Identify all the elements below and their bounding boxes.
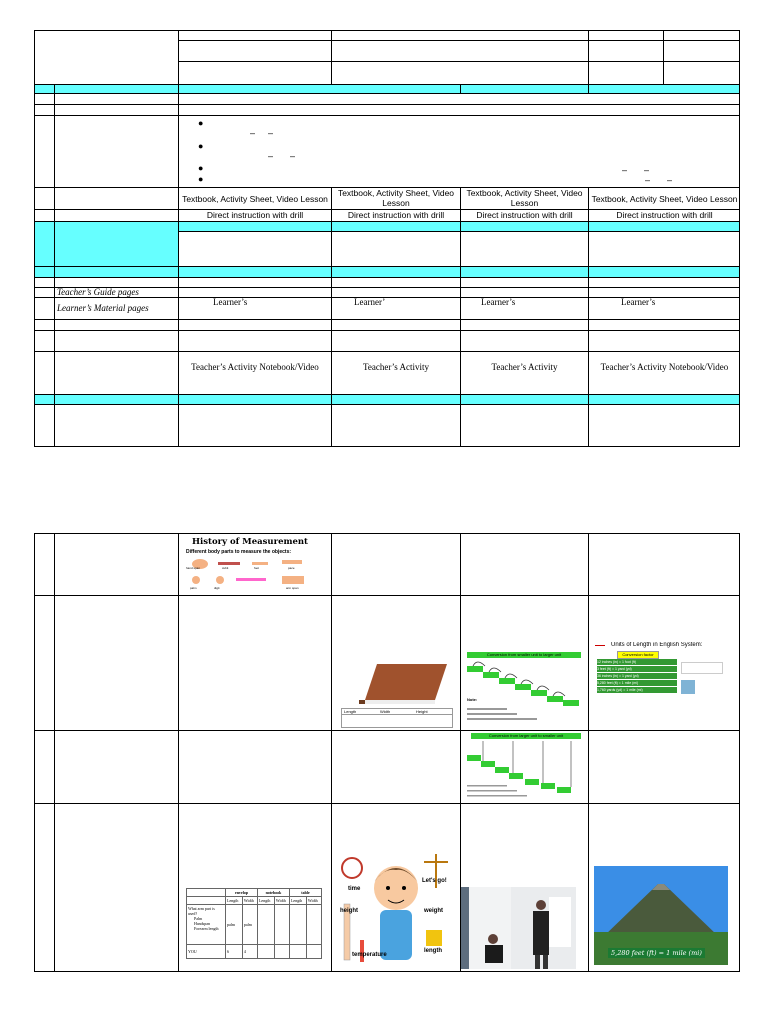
survey-subheader: Length bbox=[226, 897, 243, 905]
bullet-icon: ● bbox=[198, 163, 204, 173]
learners-cell: Learner’s bbox=[621, 297, 656, 307]
units-row: 3 feet (ft) = 1 yard (yd) bbox=[597, 666, 677, 672]
history-part-label: arm span bbox=[286, 586, 299, 590]
cartoon-word: time bbox=[348, 886, 361, 892]
units-row: 36 inches (in) = 1 yard (yd) bbox=[597, 673, 677, 679]
units-row: 5,280 feet (ft) = 1 mile (mi) bbox=[597, 680, 677, 686]
method-cell: Direct instruction with drill bbox=[476, 210, 573, 220]
survey-you-value: 6 bbox=[226, 945, 243, 959]
book-image bbox=[339, 660, 455, 728]
learners-cell: Learner’s bbox=[213, 297, 248, 307]
cartoon-word: weight bbox=[424, 908, 443, 914]
conversion-factor-button: Conversion factor bbox=[617, 651, 659, 659]
photo-illustration bbox=[461, 887, 576, 969]
activity-cell: Teacher’s Activity bbox=[363, 362, 429, 372]
method-cell: Direct instruction with drill bbox=[347, 210, 445, 220]
learners-material-label: Learner’s Material pages bbox=[57, 303, 149, 313]
book-table-header: Height bbox=[416, 709, 428, 714]
survey-question: What arm part is used? bbox=[188, 906, 215, 916]
survey-grid bbox=[186, 888, 322, 959]
book-icon bbox=[339, 660, 455, 706]
dash-icon: – bbox=[622, 165, 628, 175]
book-table-header: Width bbox=[380, 709, 391, 714]
survey-header: table bbox=[289, 889, 321, 897]
history-of-measurement-image bbox=[182, 536, 328, 592]
activity-cell: Teacher’s Activity Notebook/Video bbox=[191, 362, 319, 372]
survey-header: envelop bbox=[226, 889, 258, 897]
materials-cell: Textbook, Activity Sheet, Video Lesson bbox=[466, 188, 583, 208]
dash-icon: – bbox=[250, 128, 256, 138]
measurement-cartoon-image bbox=[336, 848, 456, 966]
conversion-note: Note: bbox=[467, 697, 478, 702]
survey-you: YOU bbox=[187, 945, 226, 959]
dash-icon: – bbox=[268, 128, 274, 138]
bullet-icon: ● bbox=[198, 118, 204, 128]
activity-cell: Teacher’s Activity bbox=[491, 362, 558, 372]
history-part-label: foot bbox=[254, 566, 260, 570]
cartoon-word: length bbox=[424, 948, 442, 954]
history-part-label: digit bbox=[214, 586, 220, 590]
mountain-caption: 5,280 feet (ft) = 1 mile (mi) bbox=[608, 948, 705, 958]
dash-icon: – bbox=[667, 175, 673, 185]
learners-cell: Learner’ bbox=[354, 297, 386, 307]
survey-subheader: Length bbox=[257, 897, 274, 905]
teachers-guide-label: Teacher’s Guide pages bbox=[57, 287, 139, 297]
conversion-smaller-to-larger-image bbox=[463, 652, 585, 728]
dash-icon: – bbox=[644, 165, 650, 175]
survey-subheader: Width bbox=[242, 897, 257, 905]
dash-icon: – bbox=[645, 175, 651, 185]
cartoon-word: height bbox=[340, 908, 358, 914]
conversion-banner: Conversion from larger unit to smaller unit bbox=[471, 733, 581, 739]
survey-answer: palm bbox=[242, 905, 257, 945]
materials-cell: Textbook, Activity Sheet, Video Lesson bbox=[337, 188, 455, 208]
survey-subheader: Width bbox=[274, 897, 289, 905]
highlight-row-2 bbox=[178, 221, 739, 231]
history-subtitle: Different body parts to measure the objects: bbox=[186, 549, 292, 555]
learners-cell: Learner’s bbox=[481, 297, 516, 307]
history-part-label: cubit bbox=[222, 566, 229, 570]
survey-subheader: Length bbox=[289, 897, 306, 905]
method-cell: Direct instruction with drill bbox=[616, 210, 713, 220]
survey-table bbox=[186, 888, 323, 968]
survey-option: Forearm length bbox=[194, 926, 219, 931]
survey-option: Handspan bbox=[194, 921, 210, 926]
survey-you-value: 4 bbox=[242, 945, 257, 959]
dash-icon: – bbox=[290, 151, 296, 161]
bullet-icon: ● bbox=[198, 174, 204, 184]
history-part-label: pace bbox=[288, 566, 295, 570]
mountain-photo bbox=[594, 866, 728, 965]
staircase-diagram bbox=[463, 658, 585, 728]
method-cell: Direct instruction with drill bbox=[206, 210, 304, 220]
body-parts-illustration bbox=[182, 556, 328, 592]
dash-icon: – bbox=[268, 151, 274, 161]
conversion-banner: Conversion from smaller unit to larger unit bbox=[467, 652, 581, 658]
activity-cell: Teacher’s Activity Notebook/Video bbox=[600, 362, 729, 372]
highlight-row-1 bbox=[35, 84, 739, 93]
book-table-header: Length bbox=[344, 709, 357, 714]
survey-answer: palm bbox=[226, 905, 243, 945]
bullet-icon: ● bbox=[198, 141, 204, 151]
history-part-label: hand span bbox=[186, 566, 201, 570]
materials-cell: Textbook, Activity Sheet, Video Lesson bbox=[591, 194, 738, 204]
survey-subheader: Width bbox=[306, 897, 321, 905]
history-part-label: palm bbox=[190, 586, 197, 590]
survey-option: Palm bbox=[194, 916, 203, 921]
cartoon-word: temperature bbox=[352, 952, 387, 958]
highlight-row-4 bbox=[35, 394, 739, 404]
conversion-larger-to-smaller-image bbox=[463, 733, 585, 801]
materials-cell: Textbook, Activity Sheet, Video Lesson bbox=[182, 194, 328, 204]
history-title: History of Measurement bbox=[192, 537, 308, 547]
cartoon-word: Let's go! bbox=[422, 878, 447, 884]
units-of-length-image bbox=[593, 642, 735, 702]
survey-header: notebook bbox=[257, 889, 289, 897]
units-row: 12 inches (in) = 1 foot (ft) bbox=[597, 659, 677, 665]
staircase-diagram bbox=[463, 739, 585, 801]
units-title: Units of Length in English System: bbox=[611, 642, 703, 648]
highlight-row-3 bbox=[35, 266, 739, 277]
people-photo bbox=[461, 887, 576, 969]
highlight-cell-left bbox=[35, 221, 178, 266]
units-row: 1,760 yards (yd) = 1 mile (mi) bbox=[597, 687, 677, 693]
